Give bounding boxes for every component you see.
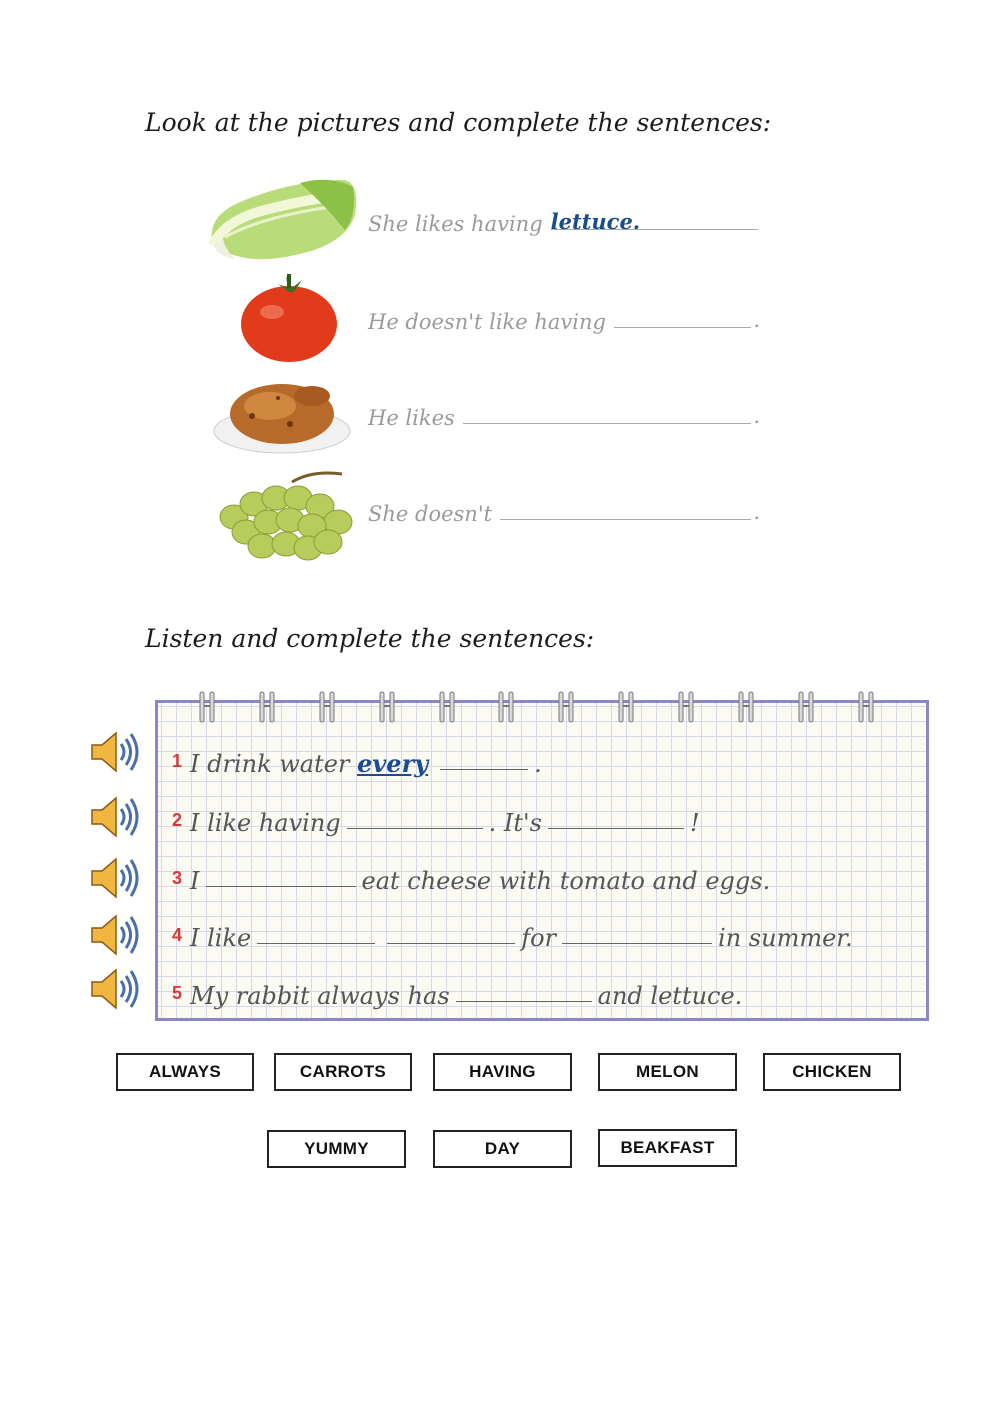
instruction-listen: Listen and complete the sentences: [145, 624, 595, 653]
ring-icon [497, 690, 515, 724]
ring-icon [438, 690, 456, 724]
ring-icon [198, 690, 216, 724]
instruction-pictures: Look at the pictures and complete the sentences: [145, 108, 772, 137]
word-card-having[interactable]: HAVING [433, 1053, 572, 1091]
answer-blank[interactable] [206, 885, 356, 887]
word-card-chicken[interactable]: CHICKEN [763, 1053, 901, 1091]
ring-icon [737, 690, 755, 724]
speaker-icon[interactable] [88, 728, 142, 776]
listen-line-3: 3 I eat cheese with tomato and eggs. [172, 867, 771, 895]
word-card-always[interactable]: ALWAYS [116, 1053, 254, 1091]
answer-blank[interactable] [463, 423, 752, 424]
listen-line-2: 2 I like having . It's ! [172, 809, 700, 837]
answer-blank[interactable]: lettuce. [551, 209, 758, 230]
ring-icon [378, 690, 396, 724]
word-card-beakfast[interactable]: BEAKFAST [598, 1129, 737, 1167]
listen-line-5: 5 My rabbit always has and lettuce. [172, 982, 743, 1010]
answer-blank[interactable] [614, 327, 751, 328]
ring-icon [617, 690, 635, 724]
picture-sentence-1: She likes having lettuce. [368, 206, 760, 236]
listen-line-1: 1 I drink water every . [172, 749, 542, 778]
answer-blank[interactable] [387, 942, 515, 944]
ring-icon [318, 690, 336, 724]
picture-sentence-3: He likes . [368, 404, 760, 430]
word-card-carrots[interactable]: CARROTS [274, 1053, 412, 1091]
answer-blank[interactable] [500, 519, 751, 520]
ring-icon [258, 690, 276, 724]
roast-chicken-picture [212, 366, 355, 458]
speaker-icon[interactable] [88, 911, 142, 959]
speaker-icon[interactable] [88, 965, 142, 1013]
grapes-picture [212, 462, 357, 562]
answer-blank[interactable] [257, 942, 375, 944]
lettuce-picture [205, 175, 360, 265]
answer-blank[interactable] [347, 827, 483, 829]
ring-icon [677, 690, 695, 724]
speaker-icon[interactable] [88, 854, 142, 902]
answer-blank[interactable] [562, 942, 712, 944]
picture-sentence-4: She doesn't . [368, 500, 760, 526]
listen-line-4: 4 I like for in summer. [172, 924, 853, 952]
word-card-day[interactable]: DAY [433, 1130, 572, 1168]
ring-icon [857, 690, 875, 724]
speaker-icon[interactable] [88, 793, 142, 841]
answer-blank[interactable] [456, 1000, 592, 1002]
tomato-picture [238, 272, 340, 364]
ring-icon [557, 690, 575, 724]
picture-sentence-2: He doesn't like having . [368, 308, 760, 334]
word-card-yummy[interactable]: YUMMY [267, 1130, 406, 1168]
ring-icon [797, 690, 815, 724]
answer-blank[interactable] [440, 768, 528, 770]
answer-blank[interactable] [548, 827, 684, 829]
word-card-melon[interactable]: MELON [598, 1053, 737, 1091]
